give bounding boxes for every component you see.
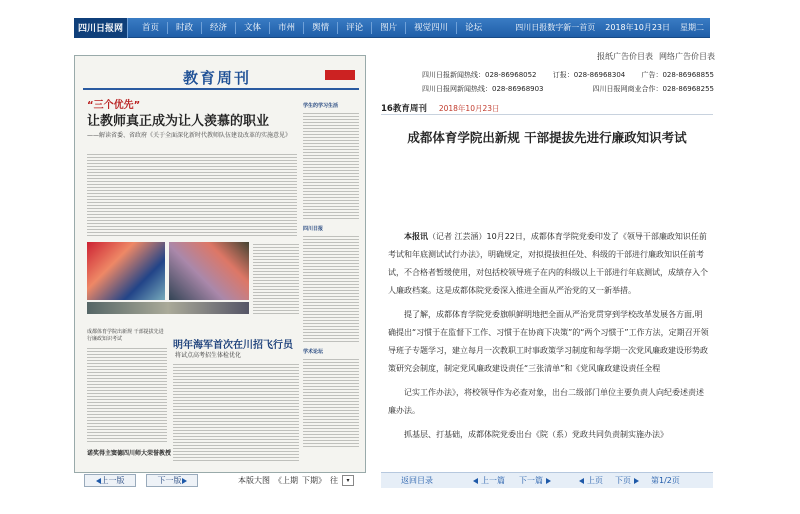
arrow-left-icon [579,478,584,484]
paper-masthead: 教育周刊 [183,69,252,87]
nav-link-comments[interactable]: 评论 [338,22,372,34]
paper-ad-price-link[interactable]: 报纸广告价目表 [597,52,653,61]
top-nav [74,18,710,38]
prev-article-label: 上一篇 [481,476,505,485]
paper-headline-main[interactable]: 让教师真正成为让人羡慕的职业 [87,114,270,129]
paper-text-block [303,111,359,221]
arrow-right-icon [182,478,187,484]
article-byline: 本报讯 [404,232,428,241]
nav-weekday: 星期二 [680,23,704,32]
prev-edition-button[interactable] [84,474,136,487]
newspaper-page-image[interactable] [74,55,366,473]
nav-date: 2018年10月23日 [605,23,670,32]
nav-link-opinion[interactable]: 舆情 [304,22,338,34]
nav-link-cities[interactable]: 市州 [270,22,304,34]
paper-text-block [303,357,359,447]
site-logo[interactable]: 四川日报网 [74,18,128,38]
paper-second-sub: 将试点高考招生体检优化 [175,352,242,359]
web-ad-price-link[interactable]: 网络广告价目表 [659,52,715,61]
paper-page-nav [238,475,354,486]
article-nav [381,472,713,488]
nav-link-politics[interactable]: 时政 [168,22,202,34]
paper-text-block[interactable] [87,346,167,442]
nav-link-visual[interactable]: 视觉四川 [406,22,457,34]
arrow-right-icon [634,478,639,484]
article-paragraph: 抓基层、打基础，成都体院党委出台《院（系）党政共同负责制实施办法》 [404,430,668,439]
paper-photo[interactable] [87,242,165,300]
article-header [381,100,713,115]
next-article-label: 下一篇 [519,476,543,485]
next-page-label: 下页 [615,476,631,485]
article-paragraph-text: （记者 江芸涵）10月22日，成都体育学院党委印发了《领导干部廉政知识任前考试和年底测试试行办法》，明确规定，对拟提拔担任处、科级的干部进行廉政知识任前考试，不合格者暂缓使用，对包括校领导班子在内的科级以上干部进行年底测试，成绩存入个人廉政档案。这是成都体院党委深入推进全面从严治党的又一新举措。 [388,232,708,295]
paper-text-block[interactable] [253,242,299,314]
article-paragraph: 记实工作办法》，将校领导作为必查对象，出台二级部门单位主要负责人向纪委述责述廉办法。 [388,388,704,415]
paper-photo[interactable] [169,242,249,300]
next-edition-label: 下一版 [157,476,182,485]
net-news-hotline: 四川日报网新闻热线：028-86968903 [422,85,544,93]
paper-small-story[interactable]: 成都体育学院出新规 干部提拔先进行廉政知识考试 [87,329,164,342]
nav-link-photos[interactable]: 图片 [372,22,406,34]
back-to-index-label: 返回目录 [401,476,433,485]
site-home-link[interactable]: 四川日报数字新一首页 [515,23,596,32]
paper-headline-sub: ——解读省委、省政府《关于全面深化新时代教师队伍建设改革的实施意见》 [87,132,292,139]
large-image-link[interactable]: 本版大图 [238,476,270,485]
news-hotline: 四川日报新闻热线：028-86968052 [422,71,537,79]
hotline-row [422,82,714,96]
paper-col-head: 四川日报 [303,226,324,232]
next-issue-link[interactable]: 下期》 [302,476,326,485]
paper-headline-red[interactable]: “三个优先” [87,100,141,111]
subscribe-hotline: 订报：028-86968304 [552,71,626,79]
issue-select[interactable]: ▾ [342,475,354,486]
ad-price-links [597,51,715,62]
article-date: 2018年10月23日 [438,104,500,113]
nav-link-forum[interactable]: 论坛 [465,22,483,33]
paper-header [83,64,359,90]
net-biz-hotline: 四川日报网商业合作：028-86968255 [592,85,714,93]
prev-page-label: 上页 [587,476,603,485]
article-title: 成都体育学院出新规 干部提拔先进行廉政知识考试 [407,130,687,145]
nav-link-economy[interactable]: 经济 [202,22,236,34]
arrow-left-icon [473,478,478,484]
next-article-link[interactable] [519,475,551,486]
paper-text-block [303,234,359,344]
paper-text-block[interactable] [173,362,299,462]
paper-photo[interactable] [87,302,249,314]
prev-page-link[interactable] [579,475,603,486]
nav-link-home[interactable]: 首页 [134,22,168,34]
prev-issue-link[interactable]: 《上期 [274,476,298,485]
prev-edition-label: 上一版 [100,476,125,485]
nav-link-culture[interactable]: 文体 [236,22,270,34]
nav-date-info [515,22,710,33]
article-page-label: 16教育周刊 [381,104,427,114]
article-body [388,228,710,450]
paper-second-headline[interactable]: 明年海军首次在川招飞行员 [173,340,293,351]
nav-links [134,18,490,38]
article-paragraph: 提了解，成都体育学院党委旗帜鲜明地把全面从严治党贯穿到学校改革发展各方面,明确提出“习惯于在监督下工作、习惯于在协商下决策”的“两个习惯于”工作方法，定期召开领导班子专题学习，建立每月一次教职工时事政策学习制度和每学期一次党风廉政建设形势政策研究会制度，制定党风廉政建设责任“三张清单”和《党风廉政建设责任全程 [388,310,709,373]
paper-right-column[interactable] [303,96,359,466]
arrow-right-icon [546,478,551,484]
go-label: 往 [330,476,338,485]
next-page-link[interactable] [615,475,639,486]
hotlines [422,68,714,96]
page-count: 第1/2页 [651,476,680,485]
paper-bottom-story[interactable]: 诺奖得主窦德四川师大荣誉教授 [87,450,172,457]
next-edition-button[interactable] [146,474,198,487]
paper-col-head: 学生的学习生活 [303,103,339,109]
ad-hotline: 广告：028-86968855 [641,71,714,79]
back-to-index-link[interactable] [401,475,433,486]
paper-col-head: 学术论坛 [303,349,324,355]
paper-text-block[interactable] [87,152,297,236]
article-paragraph [388,228,710,300]
paper-red-block [325,70,355,80]
hotline-row [422,68,714,82]
prev-article-link[interactable] [473,475,505,486]
